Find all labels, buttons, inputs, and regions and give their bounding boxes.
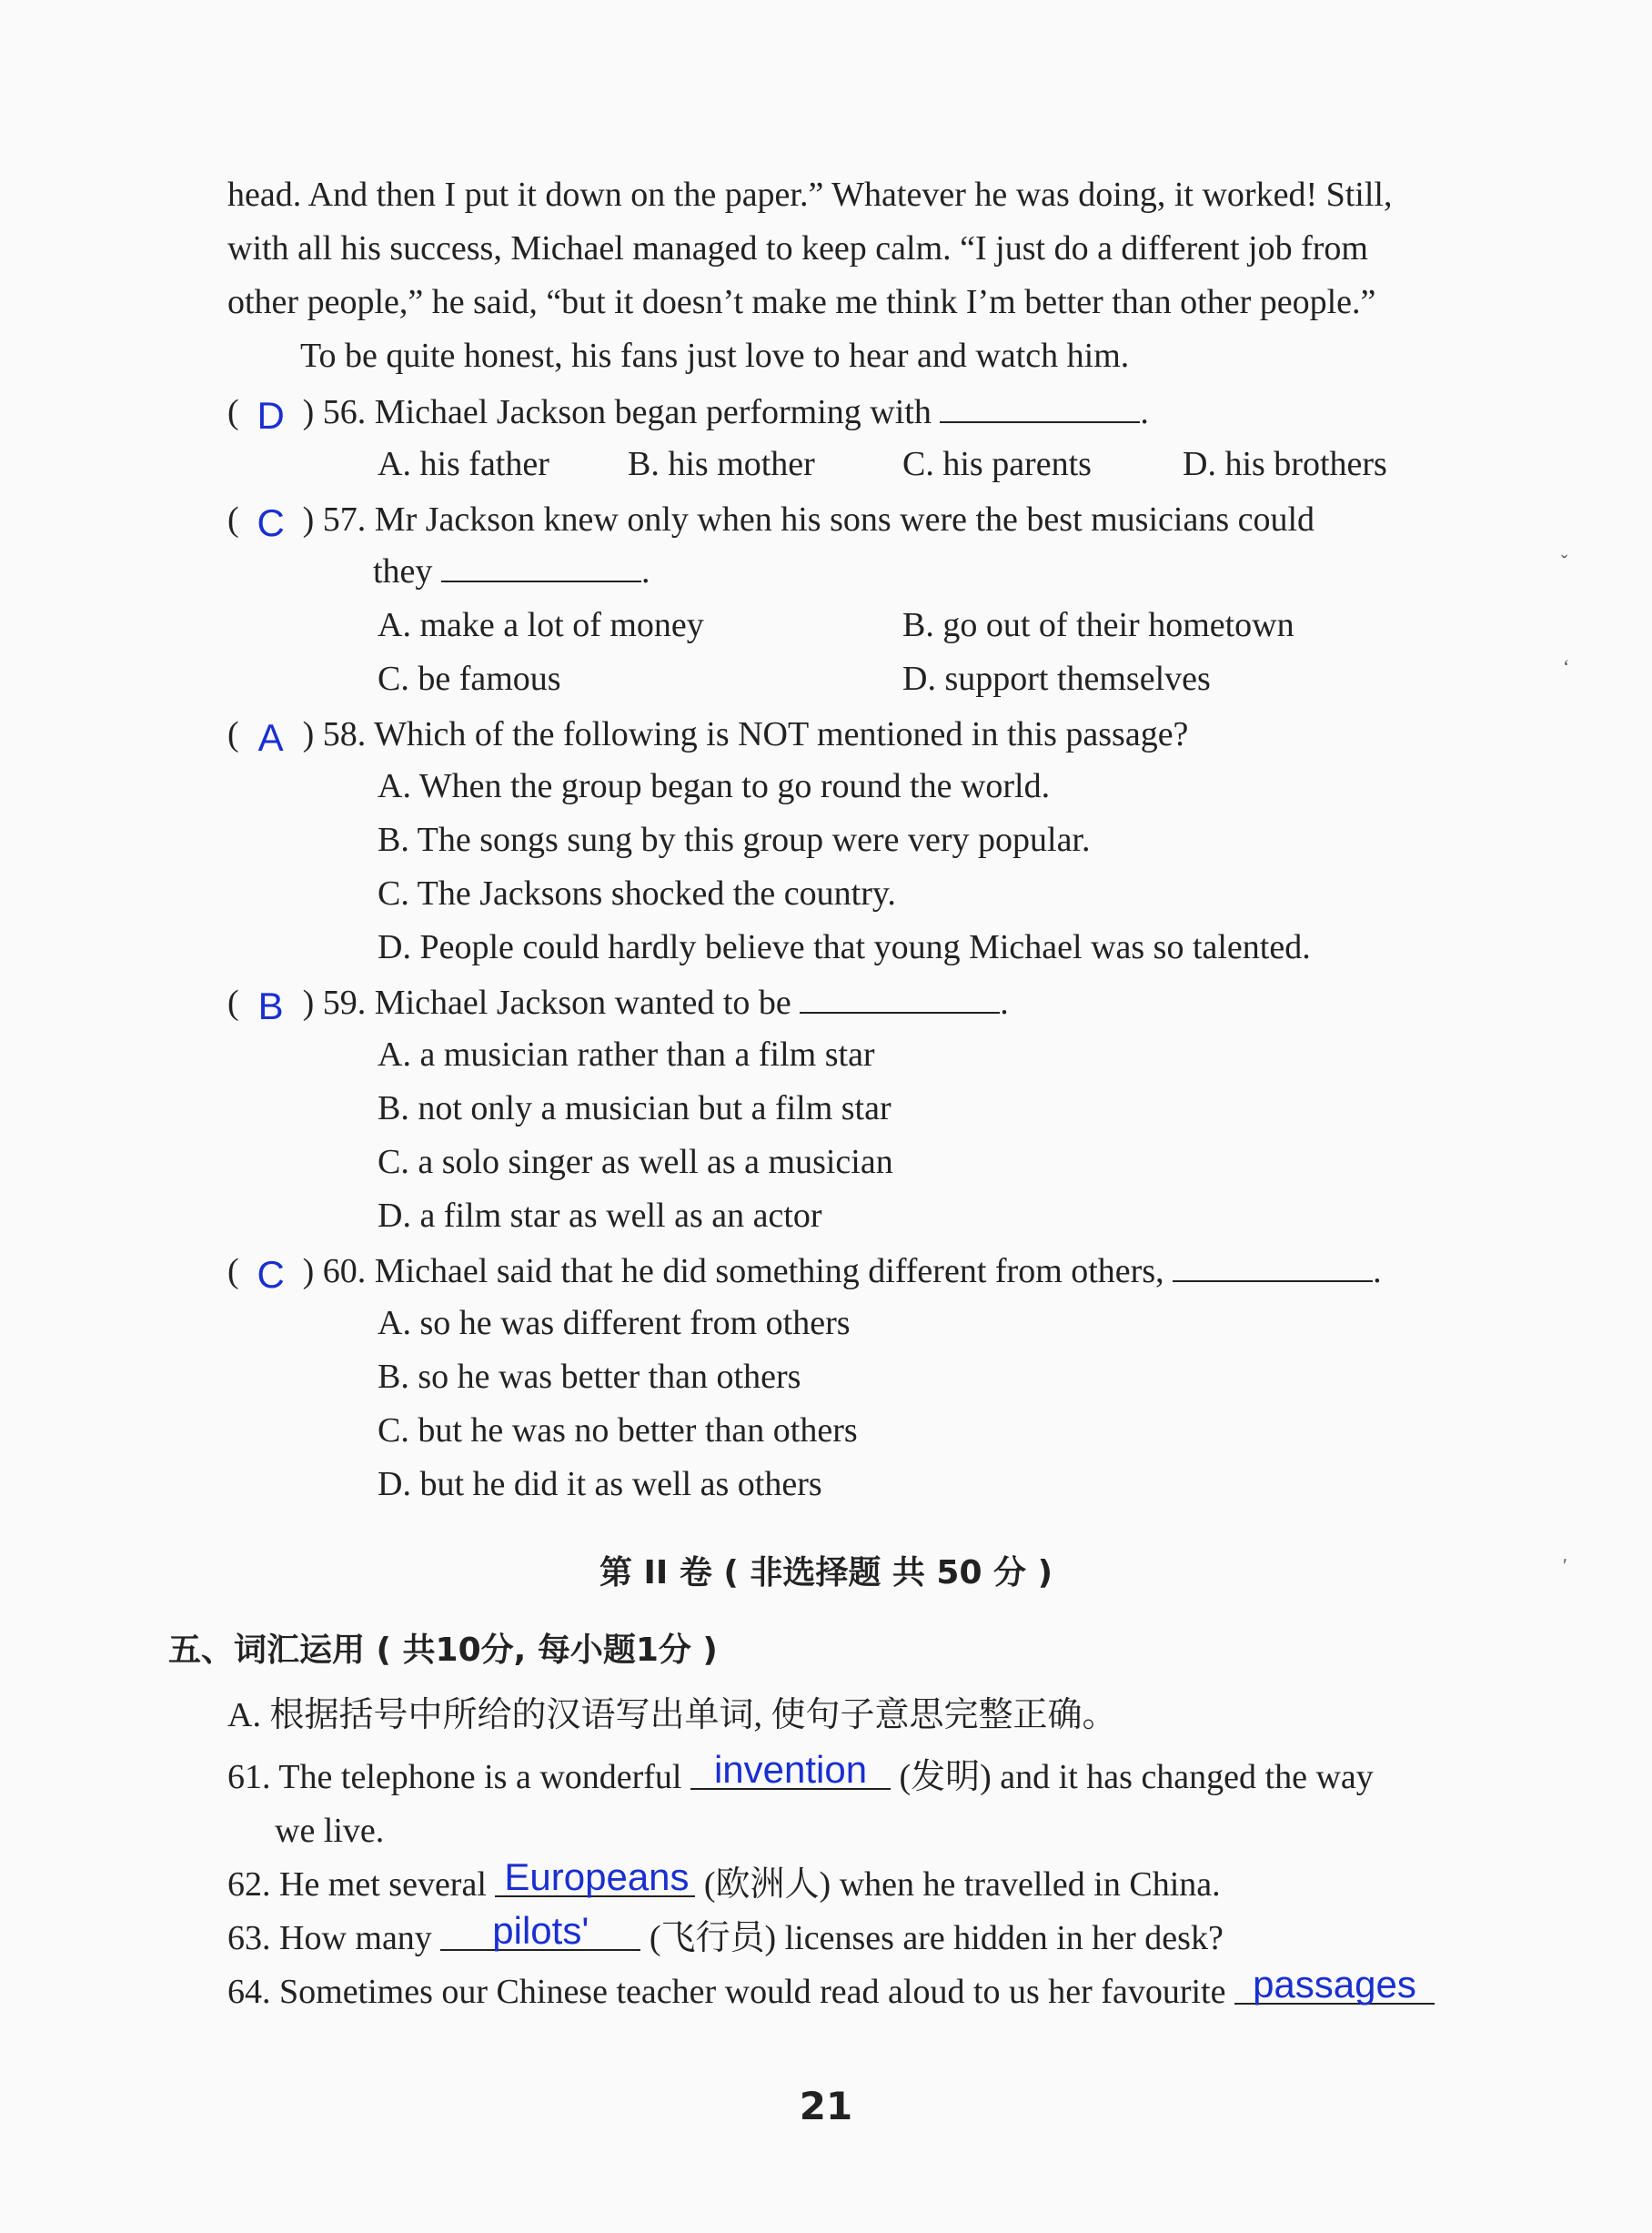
- question-57-stem: ) 57. Mr Jackson knew only when his sons were the best musicians could: [302, 500, 1315, 539]
- question-62-before: 62. He met several: [227, 1865, 487, 1904]
- answer-56: D: [257, 394, 285, 437]
- option-58-a: A. When the group began to go round the world.: [378, 767, 1051, 805]
- passage-line-1: head. And then I put it down on the paper.” Whatever he was doing, it worked! Still,: [227, 176, 1393, 214]
- part-2-title: 第 II 卷 ( 非选择题 共 50 分 ): [599, 1554, 1053, 1591]
- answer-63: pilots': [440, 1913, 640, 1951]
- option-56-b: B. his mother: [628, 445, 815, 483]
- answer-60: C: [257, 1253, 285, 1296]
- option-60-a: A. so he was different from others: [378, 1304, 851, 1342]
- option-57-c: C. be famous: [378, 660, 561, 698]
- option-60-b: B. so he was better than others: [378, 1358, 801, 1396]
- open-paren: (: [227, 393, 239, 431]
- scan-mark: ʹ: [1563, 1554, 1567, 1577]
- answer-58: A: [257, 716, 284, 759]
- question-61-line-2: we live.: [275, 1812, 385, 1850]
- question-61: [227, 1748, 1374, 1799]
- question-63-before: 63. How many: [227, 1919, 432, 1957]
- option-58-d: D. People could hardly believe that young Michael was so talented.: [378, 928, 1311, 966]
- question-57: [227, 496, 1315, 544]
- answer-61: invention: [690, 1752, 891, 1790]
- answer-59: B: [257, 985, 284, 1027]
- answer-blank: [800, 985, 1000, 1014]
- question-64: [227, 1963, 1435, 2014]
- question-60-stem: ) 60. Michael said that he did something different from others,: [302, 1252, 1164, 1290]
- option-57-a: A. make a lot of money: [378, 606, 704, 644]
- passage-line-3: other people,” he said, “but it doesn’t make me think I’m better than other people.”: [227, 283, 1376, 321]
- question-62: [227, 1855, 1221, 1906]
- option-58-c: C. The Jacksons shocked the country.: [378, 874, 896, 913]
- answer-blank: [441, 553, 641, 582]
- open-paren: (: [227, 1252, 239, 1290]
- question-58-stem: ) 58. Which of the following is NOT mentioned in this passage?: [302, 715, 1189, 753]
- option-59-d: D. a film star as well as an actor: [378, 1197, 822, 1235]
- question-56: [227, 389, 1149, 437]
- scan-mark: ˇ: [1561, 551, 1568, 573]
- answer-blank: [1173, 1253, 1373, 1282]
- period: .: [1373, 1252, 1382, 1290]
- question-60: [227, 1248, 1382, 1296]
- section-5-title: 五、词汇运用 ( 共10分, 每小题1分 ): [168, 1632, 718, 1669]
- page-number: 21: [799, 2084, 853, 2128]
- section-5-instruction: A. 根据括号中所给的汉语写出单词, 使句子意思完整正确。: [227, 1696, 1117, 1734]
- option-60-d: D. but he did it as well as others: [378, 1465, 822, 1503]
- question-64-before: 64. Sometimes our Chinese teacher would read aloud to us her favourite: [227, 1973, 1226, 2011]
- option-60-c: C. but he was no better than others: [378, 1411, 858, 1450]
- period: .: [1140, 393, 1149, 431]
- option-56-a: A. his father: [378, 445, 549, 483]
- answer-64: passages: [1234, 1966, 1435, 2005]
- passage-line-4: To be quite honest, his fans just love to hear and watch him.: [300, 337, 1130, 375]
- open-paren: (: [227, 500, 239, 539]
- question-58: [227, 711, 1189, 759]
- question-59-stem: ) 59. Michael Jackson wanted to be: [302, 984, 791, 1022]
- option-58-b: B. The songs sung by this group were very popular.: [378, 821, 1091, 859]
- open-paren: (: [227, 984, 239, 1022]
- passage-line-2: with all his success, Michael managed to keep calm. “I just do a different job from: [227, 229, 1368, 268]
- question-61-after: (发明) and it has changed the way: [899, 1758, 1374, 1796]
- question-57-stem-2: they: [373, 552, 433, 591]
- question-62-after: (欧洲人) when he travelled in China.: [703, 1865, 1221, 1904]
- answer-57: C: [257, 501, 285, 544]
- question-57-line-2: [373, 550, 650, 593]
- option-56-d: D. his brothers: [1183, 445, 1387, 483]
- scan-mark: ‘: [1563, 655, 1570, 678]
- answer-62: Europeans: [495, 1859, 695, 1897]
- period: .: [640, 552, 650, 591]
- period: .: [1000, 984, 1009, 1022]
- option-59-b: B. not only a musician but a film star: [378, 1089, 891, 1127]
- option-57-d: D. support themselves: [902, 660, 1211, 698]
- answer-blank: [940, 394, 1140, 423]
- option-59-a: A. a musician rather than a film star: [378, 1036, 875, 1074]
- option-59-c: C. a solo singer as well as a musician: [378, 1143, 893, 1181]
- option-57-b: B. go out of their hometown: [902, 606, 1294, 644]
- question-61-before: 61. The telephone is a wonderful: [227, 1758, 682, 1796]
- question-63: [227, 1909, 1224, 1960]
- question-59: [227, 979, 1009, 1025]
- option-56-c: C. his parents: [902, 445, 1092, 483]
- open-paren: (: [227, 715, 239, 753]
- question-63-after: (飞行员) licenses are hidden in her desk?: [649, 1919, 1224, 1957]
- question-56-stem: ) 56. Michael Jackson began performing with: [302, 393, 932, 431]
